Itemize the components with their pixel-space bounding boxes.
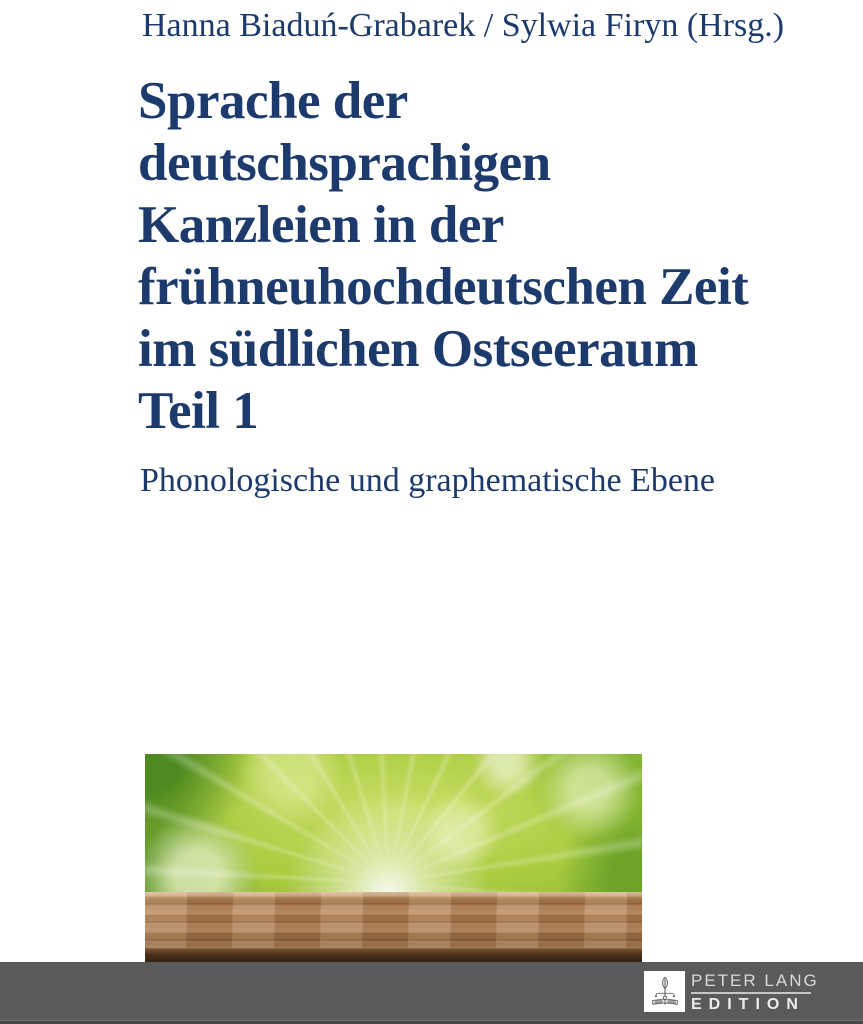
title-line: deutschsprachigen [138, 134, 551, 192]
title-line: Kanzleien in der [138, 196, 504, 254]
cover-photo wooden-table-photo [145, 754, 642, 962]
publisher-name: PETER LANG [691, 971, 819, 990]
wooden-table-surface [145, 892, 642, 948]
publisher-logo [644, 971, 819, 1013]
title-line: Sprache der [138, 72, 408, 130]
sun-rays [145, 754, 642, 894]
publisher-footer-bar [0, 962, 863, 1024]
peter-lang-tree-book-icon [644, 971, 685, 1012]
publisher-imprint: EDITION [691, 996, 805, 1013]
book-subtitle: Phonologische und graphematische Ebene [140, 462, 716, 499]
title-line: Teil 1 [138, 382, 259, 440]
wooden-table-front-edge [145, 948, 642, 962]
author-line: Hanna Biaduń-Grabarek / Sylwia Firyn (Hrsg.) [142, 7, 785, 44]
title-line: im südlichen Ostseeraum [138, 320, 698, 378]
publisher-logo-text [691, 971, 819, 1013]
title-line: frühneuhochdeutschen Zeit [138, 258, 749, 316]
logo-divider [691, 992, 811, 994]
book-title [138, 70, 849, 442]
